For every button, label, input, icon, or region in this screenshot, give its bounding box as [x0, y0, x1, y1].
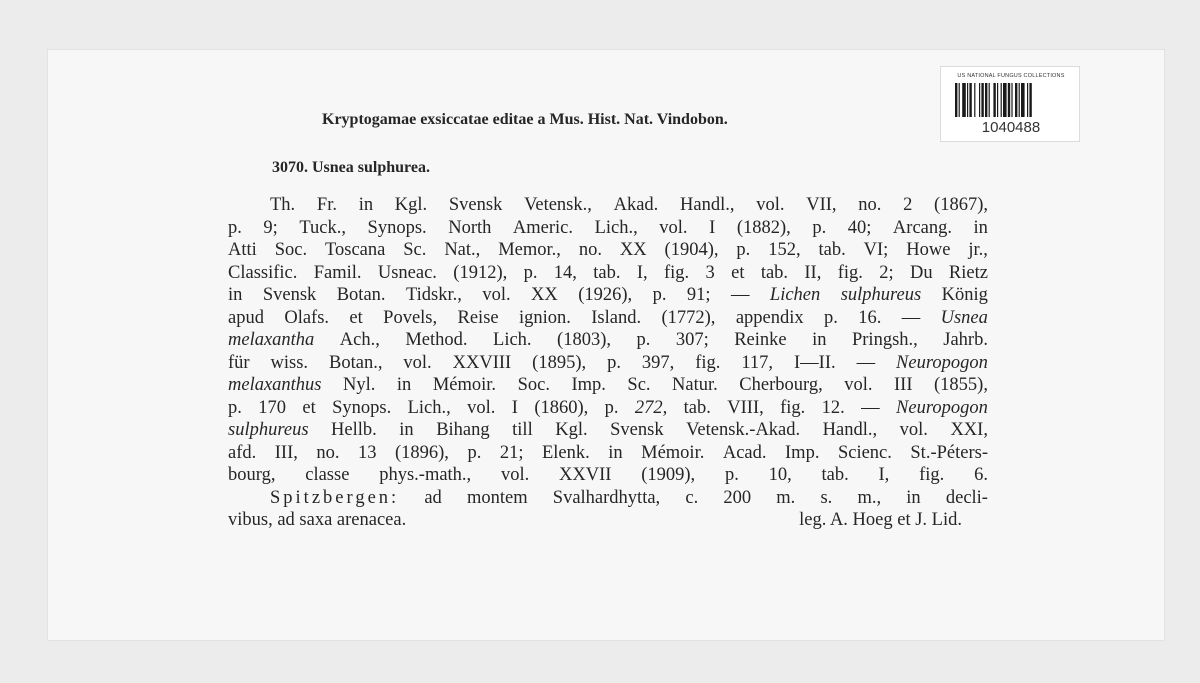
citation-word: Jahrb. — [943, 330, 988, 350]
citation-word: Reinke — [734, 330, 787, 350]
citation-word: vol. — [756, 195, 785, 215]
citation-word: Kgl. — [394, 195, 428, 215]
citation-word: vol. — [500, 465, 530, 485]
citation-word: Lich. — [493, 330, 532, 350]
citation-word: I, — [636, 262, 648, 283]
citation-word: p. — [607, 352, 621, 373]
citation-word: bourg, — [228, 465, 276, 485]
citation-word: Botan. — [336, 285, 386, 305]
citation-word: Svensk — [448, 195, 503, 215]
citation-word: p. — [467, 442, 482, 463]
citation-word: Du — [909, 262, 933, 283]
citation-word: ignion. — [518, 307, 571, 328]
barcode-bar — [989, 83, 990, 117]
citation-word: 3 — [705, 262, 715, 283]
citation-line — [228, 374, 988, 397]
citation-word: (1909), — [641, 465, 696, 485]
citation-word: 272, — [634, 397, 668, 418]
citation-line — [228, 194, 988, 217]
barcode-bar — [1027, 83, 1028, 117]
citation-word: (1912), — [453, 262, 508, 283]
citation-word: vol. — [659, 217, 688, 238]
citation-word: (1867), — [934, 195, 988, 215]
species-title: 3070. Usnea sulphurea. — [272, 159, 430, 176]
citation-word: Th. — [270, 195, 296, 215]
citation-word: Arcang. — [892, 217, 952, 238]
citation-word: tab. — [683, 397, 711, 418]
citation-word: Soc. — [517, 375, 550, 395]
citation-word: Bihang — [436, 420, 490, 440]
citation-word: p. — [636, 330, 651, 350]
barcode-bar — [969, 83, 971, 117]
citation-word: Natur. — [672, 375, 718, 395]
barcode-number: 1040488 — [981, 119, 1041, 136]
barcode-bar — [1001, 83, 1002, 117]
citation-word: sulphureus — [840, 285, 922, 305]
citation-word: Elenk. — [541, 442, 590, 463]
citation-word: Method. — [405, 330, 468, 350]
citation-text — [228, 194, 988, 532]
citation-word: tab. — [821, 465, 849, 485]
citation-word: 91; — [686, 285, 711, 305]
citation-word: Soc. — [274, 240, 308, 260]
citation-word: apud — [228, 307, 264, 328]
citation-word: Scienc. — [837, 442, 892, 463]
citation-word: afd. — [228, 442, 257, 463]
citation-word: König — [941, 285, 988, 305]
citation-word: 2; — [879, 262, 894, 283]
citation-line — [228, 464, 988, 487]
citation-word: VII, — [806, 195, 837, 215]
barcode-bar — [967, 83, 968, 117]
barcode-bar — [1011, 83, 1012, 117]
locality-word: Svalhardhytta, — [552, 487, 661, 508]
citation-word: 152, — [768, 240, 801, 260]
citation-word: phys.-math., — [379, 465, 472, 485]
citation-word: Ach., — [339, 330, 380, 350]
barcode-bar — [979, 83, 980, 117]
citation-word: II, — [804, 262, 822, 283]
citation-word: vol. — [482, 285, 511, 305]
citation-word: p. — [736, 240, 751, 260]
citation-word: fig. — [919, 465, 945, 485]
citation-word: XX — [531, 285, 558, 305]
citation-word: — — [901, 307, 921, 328]
citation-word: Memor., — [498, 240, 561, 260]
locality-word: m., — [857, 487, 882, 508]
citation-word: vol. — [899, 420, 928, 440]
citation-line — [228, 329, 988, 352]
citation-word: tab. — [818, 240, 846, 260]
citation-word: Tuck., — [299, 217, 346, 238]
citation-word: no. — [858, 195, 882, 215]
citation-word: Synops. — [367, 217, 427, 238]
locality-line-2: vibus, ad saxa arenacea. — [228, 510, 407, 530]
citation-word: III, — [274, 442, 298, 463]
citation-word: 307; — [675, 330, 709, 350]
citation-word: 397, — [641, 352, 675, 373]
citation-word: Usnea — [940, 307, 988, 328]
barcode-bar — [1008, 83, 1010, 117]
citation-word: XXVII — [559, 465, 612, 485]
citation-word: 10, — [768, 465, 792, 485]
citation-word: in — [608, 442, 623, 463]
citation-word: (1772), — [661, 307, 716, 328]
barcode-bar — [981, 83, 983, 117]
citation-word: Handl., — [822, 420, 878, 440]
citation-word: (1926), — [578, 285, 633, 305]
citation-word: 170 — [258, 397, 286, 418]
citation-word: till — [512, 420, 533, 440]
barcode-bar — [962, 83, 966, 117]
barcode-label — [940, 66, 1080, 142]
citation-word: Olafs. — [284, 307, 330, 328]
citation-word: Americ. — [512, 217, 574, 238]
citation-word: Akad. — [613, 195, 659, 215]
citation-word: (1803), — [557, 330, 611, 350]
citation-word: et — [731, 262, 745, 283]
locality-word: in — [906, 487, 921, 508]
citation-word: Hellb. — [331, 420, 377, 440]
citation-word: XX — [619, 240, 647, 260]
citation-word: tab. — [760, 262, 789, 283]
citation-word: Lich., — [594, 217, 638, 238]
citation-word: (1860), — [534, 397, 589, 418]
citation-line — [228, 284, 988, 307]
citation-word: p. — [523, 262, 538, 283]
citation-word: vol. — [403, 352, 432, 373]
citation-word: I—II. — [794, 352, 836, 373]
citation-line — [228, 217, 988, 240]
locality-line — [228, 487, 988, 510]
citation-word: — — [856, 352, 876, 373]
citation-word: — — [861, 397, 880, 418]
citation-word: Atti — [228, 240, 257, 260]
citation-word: Nat., — [444, 240, 481, 260]
citation-word: St.-Péters- — [910, 442, 988, 463]
citation-word: (1896), — [394, 442, 449, 463]
citation-word: 9; — [263, 217, 278, 238]
citation-word: in — [812, 330, 827, 350]
citation-word: Tidskr., — [405, 285, 462, 305]
citation-word: (1855), — [934, 375, 988, 395]
citation-word: p. — [228, 217, 242, 238]
citation-word: für — [228, 352, 250, 373]
citation-word: Fr. — [316, 195, 337, 215]
citation-word: Povels, — [383, 307, 438, 328]
citation-word: I — [709, 217, 716, 238]
collection-header: Kryptogamae exsiccatae editae a Mus. Hist. Nat. Vindobon. — [322, 111, 728, 128]
locality-word: s. — [820, 487, 833, 508]
citation-word: Famil. — [313, 262, 362, 283]
citation-word: Vetensk., — [524, 195, 592, 215]
citation-word: Lich., — [407, 397, 451, 418]
citation-word: in — [358, 195, 374, 215]
citation-word: p. — [812, 217, 827, 238]
citation-word: Synops. — [332, 397, 392, 418]
citation-word: p. — [604, 397, 619, 418]
citation-word: vol. — [467, 397, 496, 418]
citation-word: III — [894, 375, 913, 395]
citation-word: et — [349, 307, 363, 328]
citation-word: 6. — [974, 465, 988, 485]
citation-word: jr., — [968, 240, 988, 260]
citation-line — [228, 397, 988, 420]
citation-word: p. — [824, 307, 838, 328]
citation-word: Vetensk.-Akad. — [686, 420, 801, 440]
barcode-bar — [1029, 83, 1031, 117]
citation-word: I — [511, 397, 518, 418]
citation-word: p. — [652, 285, 667, 305]
citation-word: 117, — [741, 352, 774, 373]
locality-place: Spitzbergen: — [270, 487, 400, 508]
citation-word: 2 — [903, 195, 913, 215]
citation-word: Acad. — [722, 442, 767, 463]
citation-word: Pringsh., — [851, 330, 918, 350]
citation-word: 14, — [553, 262, 577, 283]
citation-line — [228, 262, 988, 285]
citation-word: Cherbourg, — [739, 375, 823, 395]
citation-word: VI; — [863, 240, 889, 260]
citation-word: appendix — [735, 307, 804, 328]
locality-word: ad — [424, 487, 442, 508]
citation-word: Neuropogon — [896, 397, 988, 418]
citation-word: sulphureus — [228, 420, 309, 440]
citation-word: no. — [316, 442, 340, 463]
citation-word: p. — [724, 465, 739, 485]
citation-word: Island. — [591, 307, 642, 328]
citation-word: fig. — [780, 397, 806, 418]
citation-word: Imp. — [785, 442, 820, 463]
barcode-bar — [974, 83, 975, 117]
citation-word: Classific. — [228, 262, 298, 283]
citation-word: fig. — [837, 262, 863, 283]
barcode-bar — [959, 83, 960, 117]
citation-word: 40; — [847, 217, 872, 238]
citation-line — [228, 307, 988, 330]
citation-word: Svensk — [262, 285, 317, 305]
citation-line — [228, 442, 988, 465]
citation-word: Nyl. — [343, 375, 376, 395]
citation-word: North — [448, 217, 492, 238]
barcode-bar — [993, 83, 995, 117]
citation-word: Neuropogon — [896, 352, 988, 373]
barcode-bar — [1021, 83, 1025, 117]
citation-word: in — [399, 420, 414, 440]
citation-word: Svensk — [610, 420, 664, 440]
citation-word: I, — [878, 465, 890, 485]
citation-word: 21; — [499, 442, 524, 463]
citation-word: Imp. — [571, 375, 606, 395]
citation-word: classe — [305, 465, 350, 485]
citation-word: — — [730, 285, 750, 305]
citation-line — [228, 239, 988, 262]
citation-line — [228, 419, 988, 442]
citation-word: (1904), — [664, 240, 719, 260]
barcode-bar — [985, 83, 987, 117]
citation-word: 16. — [858, 307, 882, 328]
citation-word: (1882), — [736, 217, 791, 238]
citation-word: Botan., — [329, 352, 383, 373]
barcode-bar — [1003, 83, 1007, 117]
citation-line — [228, 352, 988, 375]
citation-word: Sc. — [627, 375, 651, 395]
citation-word: fig. — [663, 262, 690, 283]
citation-word: vol. — [844, 375, 873, 395]
citation-word: VIII, — [727, 397, 764, 418]
citation-word: Mémoir. — [641, 442, 705, 463]
citation-word: et — [302, 397, 316, 418]
citation-word: XXVIII — [452, 352, 512, 373]
citation-word: no. — [578, 240, 602, 260]
citation-word: XXI, — [950, 420, 988, 440]
citation-word: in — [973, 217, 988, 238]
barcode-bar — [997, 83, 998, 117]
citation-word: Kgl. — [555, 420, 588, 440]
citation-word: p. — [228, 397, 242, 418]
citation-word: tab. — [593, 262, 621, 283]
locality-word: m. — [776, 487, 796, 508]
barcode-bar — [955, 83, 957, 117]
locality-word: c. — [685, 487, 699, 508]
barcode-institution: US NATIONAL FUNGUS COLLECTIONS — [957, 73, 1065, 79]
citation-word: melaxanthus — [228, 375, 322, 395]
citation-word: 13 — [357, 442, 377, 463]
barcode-bar — [1019, 83, 1020, 117]
citation-word: Reise — [457, 307, 499, 328]
citation-word: (1895), — [532, 352, 587, 373]
citation-word: Howe — [906, 240, 951, 260]
collector: leg. A. Hoeg et J. Lid. — [799, 510, 962, 530]
locality-word: montem — [466, 487, 528, 508]
citation-word: Handl., — [680, 195, 735, 215]
citation-word: Usneac. — [377, 262, 437, 283]
citation-word: wiss. — [270, 352, 309, 373]
barcode-bar — [1015, 83, 1017, 117]
citation-word: fig. — [695, 352, 721, 373]
locality-word: decli- — [945, 487, 988, 508]
citation-word: melaxantha — [228, 330, 315, 350]
citation-word: Mémoir. — [432, 375, 497, 395]
citation-word: Sc. — [403, 240, 427, 260]
barcode-icon — [953, 83, 1069, 117]
locality-word: 200 — [723, 487, 752, 508]
citation-word: Lichen — [769, 285, 821, 305]
citation-word: in — [396, 375, 412, 395]
locality-collector-line — [228, 509, 988, 532]
citation-word: Rietz — [948, 262, 988, 283]
citation-word: in — [228, 285, 243, 305]
citation-word: Toscana — [325, 240, 386, 260]
citation-word: 12. — [821, 397, 845, 418]
